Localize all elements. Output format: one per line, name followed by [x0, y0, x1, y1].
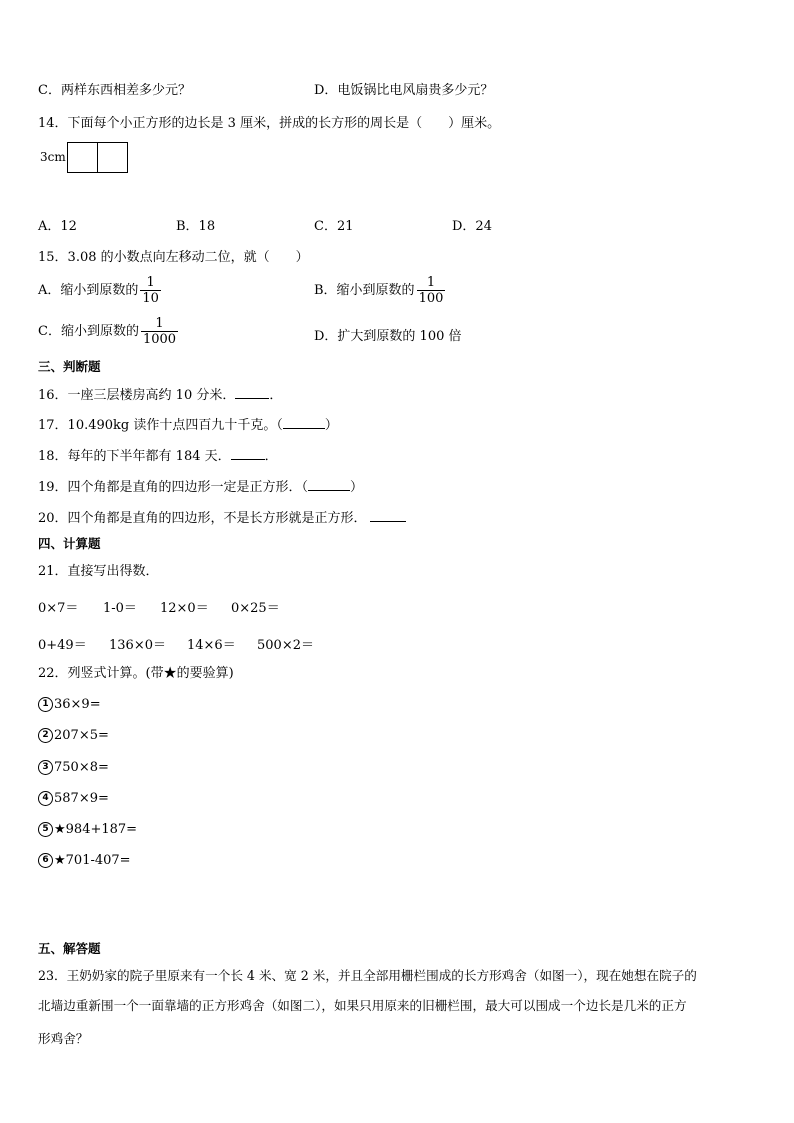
- q14-option-a: A．12: [38, 219, 77, 234]
- q17: [38, 416, 338, 435]
- q15-option-b: [314, 275, 447, 306]
- item-number: 2: [38, 728, 53, 743]
- q15-question: 15．3.08 的小数点向左移动二位，就（ ）: [38, 250, 309, 265]
- q14-figure-label: 3cm: [40, 150, 66, 164]
- q15-option-d: D．扩大到原数的 100 倍: [314, 329, 462, 344]
- q16-end: ．: [269, 388, 283, 403]
- fraction-denominator: 1000: [142, 332, 177, 347]
- q15-option-a-fraction: [140, 275, 161, 306]
- section-3-heading: 三、判断题: [38, 359, 101, 374]
- vertical-calc-item: [38, 790, 109, 808]
- q19-text: 19．四个角都是直角的四边形一定是正方形．（: [38, 480, 309, 495]
- item-number: 1: [38, 697, 53, 712]
- q15-option-b-text: B．缩小到原数的: [314, 283, 415, 298]
- q15-option-c: [38, 316, 180, 347]
- answer-blank[interactable]: [235, 386, 269, 399]
- vertical-calc-item: [38, 727, 109, 745]
- q14-option-b: B．18: [176, 219, 216, 234]
- answer-blank[interactable]: [283, 416, 325, 429]
- q13-option-d: D．电饭锅比电风扇贵多少元？: [314, 83, 494, 98]
- q16: [38, 386, 282, 405]
- calc-expression: 36×9=: [54, 697, 101, 712]
- q15-option-a-text: A．缩小到原数的: [38, 283, 139, 298]
- q20: [38, 509, 406, 528]
- q17-text: 17．10.490kg 读作十点四百九十千克。（: [38, 418, 283, 433]
- answer-blank[interactable]: [231, 447, 265, 460]
- q19: [38, 478, 363, 497]
- q18-text: 18．每年的下半年都有 184 天．: [38, 449, 231, 464]
- mental-math-item: 500×2＝: [257, 638, 314, 653]
- q14-option-d: D．24: [452, 219, 492, 234]
- calc-expression: ★984+187=: [54, 822, 138, 837]
- q15-option-c-fraction: [141, 316, 178, 347]
- item-number: 6: [38, 853, 53, 868]
- section-4-heading: 四、计算题: [38, 536, 101, 551]
- q22-question: 22．列竖式计算。(带★的要验算): [38, 666, 234, 681]
- vertical-calc-item: [38, 821, 137, 839]
- fraction-numerator: 1: [155, 316, 164, 331]
- q18-end: ．: [264, 449, 278, 464]
- q18: [38, 447, 278, 466]
- q14-question: 14．下面每个小正方形的边长是 3 厘米，拼成的长方形的周长是（ ）厘米。: [38, 116, 501, 131]
- q17-end: ）: [324, 418, 338, 433]
- mental-math-item: 0×25＝: [231, 601, 280, 616]
- answer-blank[interactable]: [370, 509, 406, 522]
- fraction-numerator: 1: [146, 275, 155, 290]
- q15-option-a: [38, 275, 163, 306]
- vertical-calc-item: [38, 696, 101, 714]
- q14-square-1: [67, 142, 98, 173]
- vertical-calc-item: [38, 759, 109, 777]
- q15-option-c-text: C．缩小到原数的: [38, 324, 139, 339]
- fraction-denominator: 10: [142, 291, 159, 306]
- q16-text: 16．一座三层楼房高约 10 分米．: [38, 388, 236, 403]
- fraction-denominator: 100: [418, 291, 444, 306]
- q23-line-1: 23．王奶奶家的院子里原来有一个长 4 米、宽 2 米，并且全部用栅栏围成的长方形鸡舍（如图一），现在她想在院子的: [38, 968, 697, 983]
- calc-expression: 207×5=: [54, 728, 109, 743]
- mental-math-item: 0+49＝: [38, 638, 87, 653]
- q23-line-2: 北墙边重新围一个一面靠墙的正方形鸡舍（如图二），如果只用原来的旧栅栏围，最大可以围成一个边长是几米的正方: [38, 998, 687, 1013]
- answer-blank[interactable]: [308, 478, 350, 491]
- q14-square-2: [97, 142, 128, 173]
- item-number: 3: [38, 760, 53, 775]
- calc-expression: ★701-407=: [54, 853, 131, 868]
- q23-line-3: 形鸡舍？: [38, 1031, 89, 1046]
- q19-end: ）: [350, 480, 364, 495]
- mental-math-item: 14×6＝: [187, 638, 236, 653]
- calc-expression: 750×8=: [54, 760, 109, 775]
- calc-expression: 587×9=: [54, 791, 109, 806]
- item-number: 5: [38, 822, 53, 837]
- q13-option-c: C．两样东西相差多少元？: [38, 83, 191, 98]
- mental-math-item: 1-0＝: [103, 601, 137, 616]
- mental-math-item: 0×7＝: [38, 601, 79, 616]
- fraction-numerator: 1: [426, 275, 436, 290]
- q21-question: 21．直接写出得数．: [38, 564, 159, 579]
- section-5-heading: 五、解答题: [38, 941, 101, 956]
- q15-option-b-fraction: [417, 275, 446, 306]
- mental-math-item: 136×0＝: [109, 638, 166, 653]
- q20-text: 20．四个角都是直角的四边形，不是长方形就是正方形．: [38, 511, 367, 526]
- item-number: 4: [38, 791, 53, 806]
- q14-option-c: C．21: [314, 219, 354, 234]
- mental-math-item: 12×0＝: [160, 601, 209, 616]
- vertical-calc-item: [38, 852, 131, 870]
